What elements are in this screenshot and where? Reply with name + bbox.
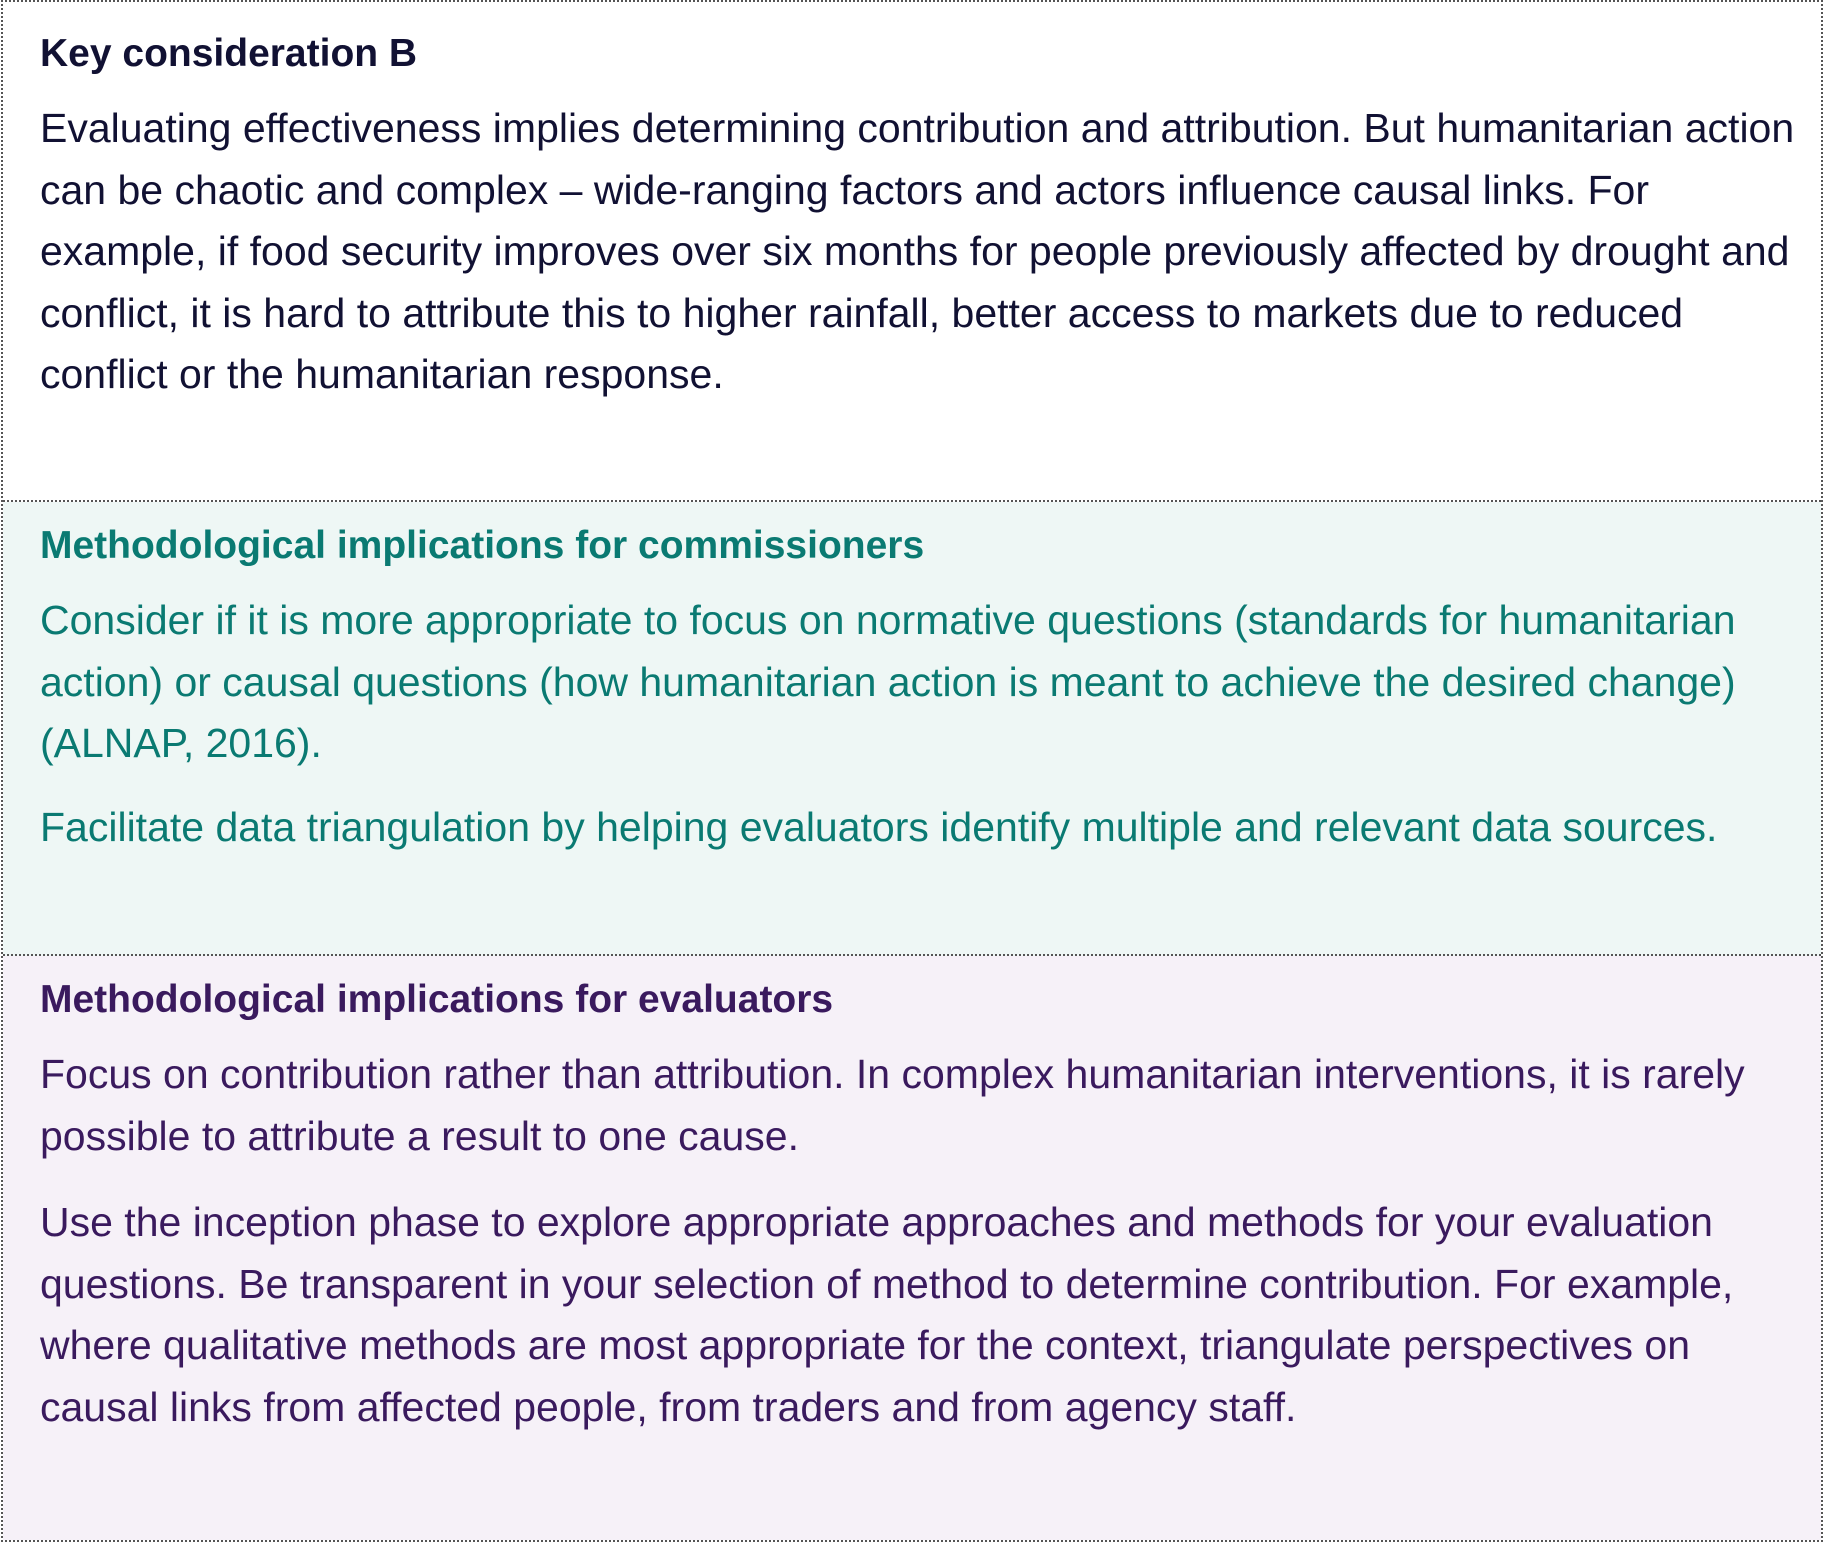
evaluators-heading: Methodological implications for evaluators <box>40 978 834 1021</box>
evaluators-paragraph-2: Use the inception phase to explore appropriate approaches and methods for your evaluation questions. Be transparent in your selection of method to determine contribution. For example, where qualitative methods are most appropriate for the context, triangulate perspectives on causal links from affected people, from traders and from agency staff. <box>40 1199 1734 1430</box>
key-consideration-section <box>3 2 1821 502</box>
key-consideration-heading: Key consideration B <box>40 32 418 75</box>
commissioners-paragraph-2: Facilitate data triangulation by helping evaluators identify multiple and relevant data sources. <box>40 804 1718 850</box>
commissioners-implications-section <box>3 502 1821 956</box>
key-consideration-box <box>1 0 1823 1542</box>
evaluators-paragraph-1: Focus on contribution rather than attribution. In complex humanitarian interventions, it is rarely possible to attribute a result to one cause. <box>40 1051 1745 1159</box>
commissioners-paragraph-1: Consider if it is more appropriate to focus on normative questions (standards for humanitarian action) or causal questions (how humanitarian action is meant to achieve the desired change) (ALNAP, 2016). <box>40 597 1736 766</box>
key-consideration-body: Evaluating effectiveness implies determining contribution and attribution. But humanitarian action can be chaotic and complex – wide-ranging factors and actors influence causal links. For example, if food security improves over six months for people previously affected by drought and conflict, it is hard to attribute this to higher rainfall, better access to markets due to reduced conflict or the humanitarian response. <box>40 105 1795 397</box>
commissioners-heading: Methodological implications for commissioners <box>40 524 925 567</box>
evaluators-implications-section <box>3 956 1821 1540</box>
